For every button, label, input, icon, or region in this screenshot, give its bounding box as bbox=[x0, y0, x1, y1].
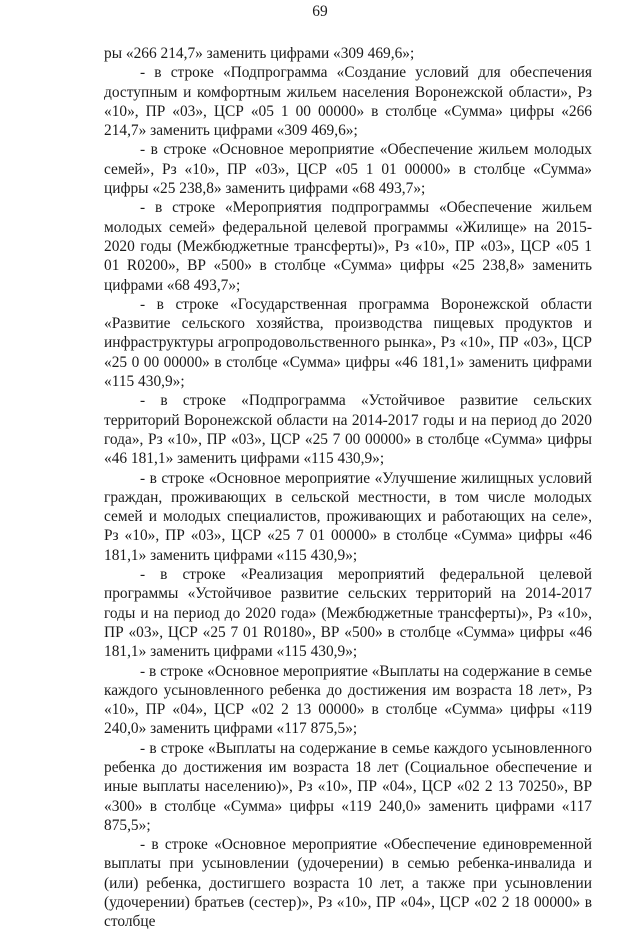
paragraph-young-families-main-activity: - в строке «Основное мероприятие «Обеспечение жильем молодых семей», Рз «10», ПР «03», ЦСР «05 1 01 00000» в столбце «Сумма» цифры «25 238,8» заменить цифрами «68 493,7»; bbox=[104, 141, 592, 198]
paragraph-adopted-child-payments: - в строке «Выплаты на содержание в семье каждого усыновленного ребенка до достижения им возраста 18 лет (Социальное обеспечение и иные выплаты населению)», Рз «10», ПР «04», ЦСР «02 2 13 70250», ВР «300» в столбце «Сумма» цифры «119 240,0» заменить цифрами «117 875,5»; bbox=[104, 739, 592, 834]
paragraph-rural-housing-main-activity: - в строке «Основное мероприятие «Улучшение жилищных условий граждан, проживающих в сельской местности, в том числе молодых семей и молодых специалистов, проживающих и работающих на селе», Рз «10», ПР «03», ЦСР «25 7 01 00000» в столбце «Сумма» цифры «46 181,1» заменить цифрами «115 430,9»; bbox=[104, 469, 592, 564]
paragraph-adoption-lump-sum: - в строке «Основное мероприятие «Обеспечение единовременной выплаты при усыновлении (удочерении) в семью ребенка-инвалида и (или) ребенка, достигшего возраста 10 лет, а также при усыновлении (удочерении) братьев (сестер)», Рз «10», ПР «04», ЦСР «02 2 18 00000» в столбце bbox=[104, 836, 592, 931]
paragraph-housing-subprogram: - в строке «Подпрограмма «Создание условий для обеспечения доступным и комфортным жильем населения Воронежской области», Рз «10», ПР «03», ЦСР «05 1 00 00000» в столбце «Сумма» цифры «266 214,7» заменить цифрами «309 469,6»; bbox=[104, 64, 592, 140]
paragraph-rural-federal-program: - в строке «Реализация мероприятий федеральной целевой программы «Устойчивое развитие сельских территорий на 2014-2017 годы и на период до 2020 года» (Межбюджетные трансферты)», Рз «10», ПР «03», ЦСР «25 7 01 R0180», ВР «500» в столбце «Сумма» цифры «46 181,1» заменить цифрами «115 430,9»; bbox=[104, 566, 592, 661]
paragraph-adopted-child-main-activity: - в строке «Основное мероприятие «Выплаты на содержание в семье каждого усыновленного ребенка до достижения им возраста 18 лет», Рз «10», ПР «04», ЦСР «02 2 13 00000» в столбце «Сумма» цифры «119 240,0» заменить цифрами «117 875,5»; bbox=[104, 662, 592, 738]
document-body bbox=[104, 44, 592, 932]
paragraph-young-families-federal-program: - в строке «Мероприятия подпрограммы «Обеспечение жильем молодых семей» федеральной целевой программы «Жилище» на 2015-2020 годы (Межбюджетные трансферты)», Рз «10», ПР «03», ЦСР «05 1 01 R0200», ВР «500» в столбце «Сумма» цифры «25 238,8» заменить цифрами «68 493,7»; bbox=[104, 199, 592, 294]
paragraph-continuation: ры «266 214,7» заменить цифрами «309 469,6»; bbox=[104, 45, 415, 62]
paragraph-rural-development-subprogram: - в строке «Подпрограмма «Устойчивое развитие сельских территорий Воронежской области на 2014-2017 годы и на период до 2020 года», Рз «10», ПР «03», ЦСР «25 7 00 00000» в столбце «Сумма» цифры «46 181,1» заменить цифрами «115 430,9»; bbox=[104, 392, 592, 468]
page-number: 69 bbox=[312, 3, 328, 20]
paragraph-agriculture-state-program: - в строке «Государственная программа Воронежской области «Развитие сельского хозяйства, производства пищевых продуктов и инфраструктуры агропродовольственного рынка», Рз «10», ПР «03», ЦСР «25 0 00 00000» в столбце «Сумма» цифры «46 181,1» заменить цифрами «115 430,9»; bbox=[104, 295, 592, 391]
